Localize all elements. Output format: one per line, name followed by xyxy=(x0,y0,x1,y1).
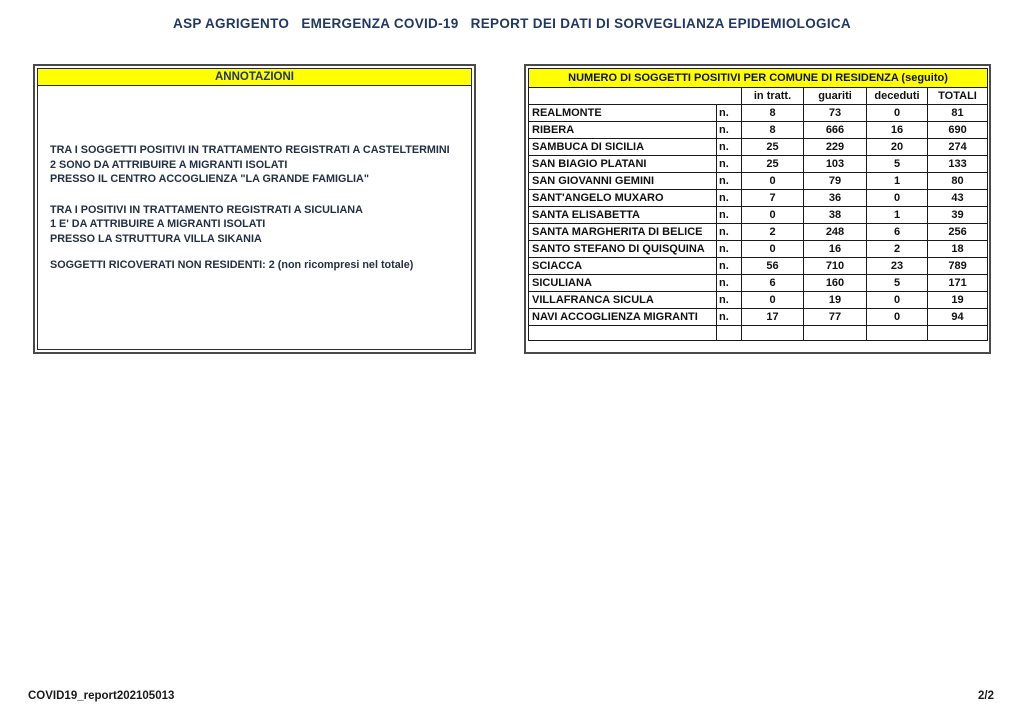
cell-value: 248 xyxy=(804,224,867,241)
report-filename: COVID19_report202105013 xyxy=(28,690,175,702)
table-row xyxy=(529,190,988,207)
table-row-empty xyxy=(529,326,988,341)
cell-value: 171 xyxy=(928,275,988,292)
cell-value: 94 xyxy=(928,309,988,326)
cell-comune: NAVI ACCOGLIENZA MIGRANTI xyxy=(529,309,717,326)
cell-unit: n. xyxy=(717,190,742,207)
comune-column-header xyxy=(529,88,742,105)
cell-value: 5 xyxy=(867,156,928,173)
annotations-text xyxy=(38,86,471,272)
cell-unit: n. xyxy=(717,105,742,122)
cell-value: 43 xyxy=(928,190,988,207)
cell-unit: n. xyxy=(717,139,742,156)
cell-empty xyxy=(928,326,988,341)
cell-value: 690 xyxy=(928,122,988,139)
cell-value: 0 xyxy=(867,292,928,309)
cell-value: 8 xyxy=(742,105,804,122)
cell-unit: n. xyxy=(717,309,742,326)
cell-value: 39 xyxy=(928,207,988,224)
cell-value: 56 xyxy=(742,258,804,275)
annotation-paragraph xyxy=(50,258,459,273)
cell-value: 81 xyxy=(928,105,988,122)
cell-value: 19 xyxy=(928,292,988,309)
positives-table-inner xyxy=(528,68,987,350)
annotation-line: PRESSO LA STRUTTURA VILLA SIKANIA xyxy=(50,232,262,245)
table-row xyxy=(529,139,988,156)
col-header-totali: TOTALI xyxy=(928,88,988,105)
table-row xyxy=(529,241,988,258)
cell-value: 77 xyxy=(804,309,867,326)
annotations-panel-inner xyxy=(37,68,472,350)
cell-empty xyxy=(742,326,804,341)
cell-empty xyxy=(529,326,717,341)
cell-value: 274 xyxy=(928,139,988,156)
cell-value: 18 xyxy=(928,241,988,258)
cell-comune: SANTO STEFANO DI QUISQUINA xyxy=(529,241,717,258)
cell-value: 0 xyxy=(742,207,804,224)
cell-value: 36 xyxy=(804,190,867,207)
positives-table-panel xyxy=(524,64,991,354)
cell-value: 789 xyxy=(928,258,988,275)
cell-value: 2 xyxy=(867,241,928,258)
cell-value: 25 xyxy=(742,156,804,173)
cell-comune: RIBERA xyxy=(529,122,717,139)
cell-value: 20 xyxy=(867,139,928,156)
cell-value: 16 xyxy=(804,241,867,258)
table-title: NUMERO DI SOGGETTI POSITIVI PER COMUNE DI RESIDENZA (seguito) xyxy=(529,69,988,88)
table-row xyxy=(529,105,988,122)
annotation-line: PRESSO IL CENTRO ACCOGLIENZA "LA GRANDE FAMIGLIA" xyxy=(50,173,369,186)
cell-value: 38 xyxy=(804,207,867,224)
cell-unit: n. xyxy=(717,173,742,190)
table-row xyxy=(529,275,988,292)
cell-empty xyxy=(804,326,867,341)
cell-value: 256 xyxy=(928,224,988,241)
cell-value: 0 xyxy=(867,190,928,207)
comuni-tbody xyxy=(529,105,988,341)
cell-comune: SAMBUCA DI SICILIA xyxy=(529,139,717,156)
cell-unit: n. xyxy=(717,241,742,258)
cell-value: 1 xyxy=(867,207,928,224)
table-row xyxy=(529,292,988,309)
cell-value: 0 xyxy=(742,241,804,258)
cell-comune: SANTA ELISABETTA xyxy=(529,207,717,224)
cell-value: 0 xyxy=(742,173,804,190)
cell-comune: SANT'ANGELO MUXARO xyxy=(529,190,717,207)
cell-comune: REALMONTE xyxy=(529,105,717,122)
cell-comune: SICULIANA xyxy=(529,275,717,292)
cell-value: 0 xyxy=(742,292,804,309)
cell-value: 7 xyxy=(742,190,804,207)
cell-value: 73 xyxy=(804,105,867,122)
cell-value: 229 xyxy=(804,139,867,156)
annotation-line: 2 SONO DA ATTRIBUIRE A MIGRANTI ISOLATI xyxy=(50,158,288,171)
cell-value: 133 xyxy=(928,156,988,173)
cell-empty xyxy=(717,326,742,341)
cell-unit: n. xyxy=(717,224,742,241)
annotation-paragraph xyxy=(50,143,459,187)
annotation-line: TRA I POSITIVI IN TRATTAMENTO REGISTRATI A SICULIANA xyxy=(50,203,363,216)
cell-comune: SANTA MARGHERITA DI BELICE xyxy=(529,224,717,241)
cell-unit: n. xyxy=(717,292,742,309)
cell-value: 80 xyxy=(928,173,988,190)
table-header-row xyxy=(529,88,988,105)
table-row xyxy=(529,173,988,190)
cell-value: 17 xyxy=(742,309,804,326)
cell-value: 666 xyxy=(804,122,867,139)
annotations-panel xyxy=(33,64,476,354)
table-row xyxy=(529,258,988,275)
cell-value: 0 xyxy=(867,105,928,122)
cell-value: 5 xyxy=(867,275,928,292)
cell-value: 6 xyxy=(867,224,928,241)
col-header-guariti: guariti xyxy=(804,88,867,105)
cell-value: 79 xyxy=(804,173,867,190)
annotation-line: TRA I SOGGETTI POSITIVI IN TRATTAMENTO REGISTRATI A CASTELTERMINI xyxy=(50,144,450,156)
table-title-row xyxy=(529,69,988,88)
positives-by-comune-table xyxy=(528,68,988,341)
annotation-paragraph xyxy=(50,203,459,247)
annotation-line: SOGGETTI RICOVERATI NON RESIDENTI: 2 (non ricompresi nel totale) xyxy=(50,258,414,271)
cell-value: 25 xyxy=(742,139,804,156)
cell-unit: n. xyxy=(717,275,742,292)
cell-unit: n. xyxy=(717,258,742,275)
table-row xyxy=(529,156,988,173)
cell-comune: SCIACCA xyxy=(529,258,717,275)
table-row xyxy=(529,309,988,326)
col-header-deceduti: deceduti xyxy=(867,88,928,105)
col-header-in-tratt: in tratt. xyxy=(742,88,804,105)
cell-unit: n. xyxy=(717,156,742,173)
cell-empty xyxy=(867,326,928,341)
cell-value: 23 xyxy=(867,258,928,275)
cell-value: 16 xyxy=(867,122,928,139)
cell-value: 2 xyxy=(742,224,804,241)
cell-value: 6 xyxy=(742,275,804,292)
table-row xyxy=(529,224,988,241)
cell-value: 0 xyxy=(867,309,928,326)
cell-comune: VILLAFRANCA SICULA xyxy=(529,292,717,309)
cell-value: 1 xyxy=(867,173,928,190)
page-title: ASP AGRIGENTO EMERGENZA COVID-19 REPORT DEI DATI DI SORVEGLIANZA EPIDEMIOLOGICA xyxy=(173,16,851,31)
page-number: 2/2 xyxy=(978,690,994,702)
cell-unit: n. xyxy=(717,122,742,139)
cell-value: 710 xyxy=(804,258,867,275)
cell-value: 8 xyxy=(742,122,804,139)
cell-value: 160 xyxy=(804,275,867,292)
annotation-line: 1 E' DA ATTRIBUIRE A MIGRANTI ISOLATI xyxy=(50,218,266,231)
cell-comune: SAN BIAGIO PLATANI xyxy=(529,156,717,173)
table-row xyxy=(529,122,988,139)
cell-value: 19 xyxy=(804,292,867,309)
cell-unit: n. xyxy=(717,207,742,224)
table-row xyxy=(529,207,988,224)
cell-comune: SAN GIOVANNI GEMINI xyxy=(529,173,717,190)
cell-value: 103 xyxy=(804,156,867,173)
annotations-header: ANNOTAZIONI xyxy=(38,69,471,86)
